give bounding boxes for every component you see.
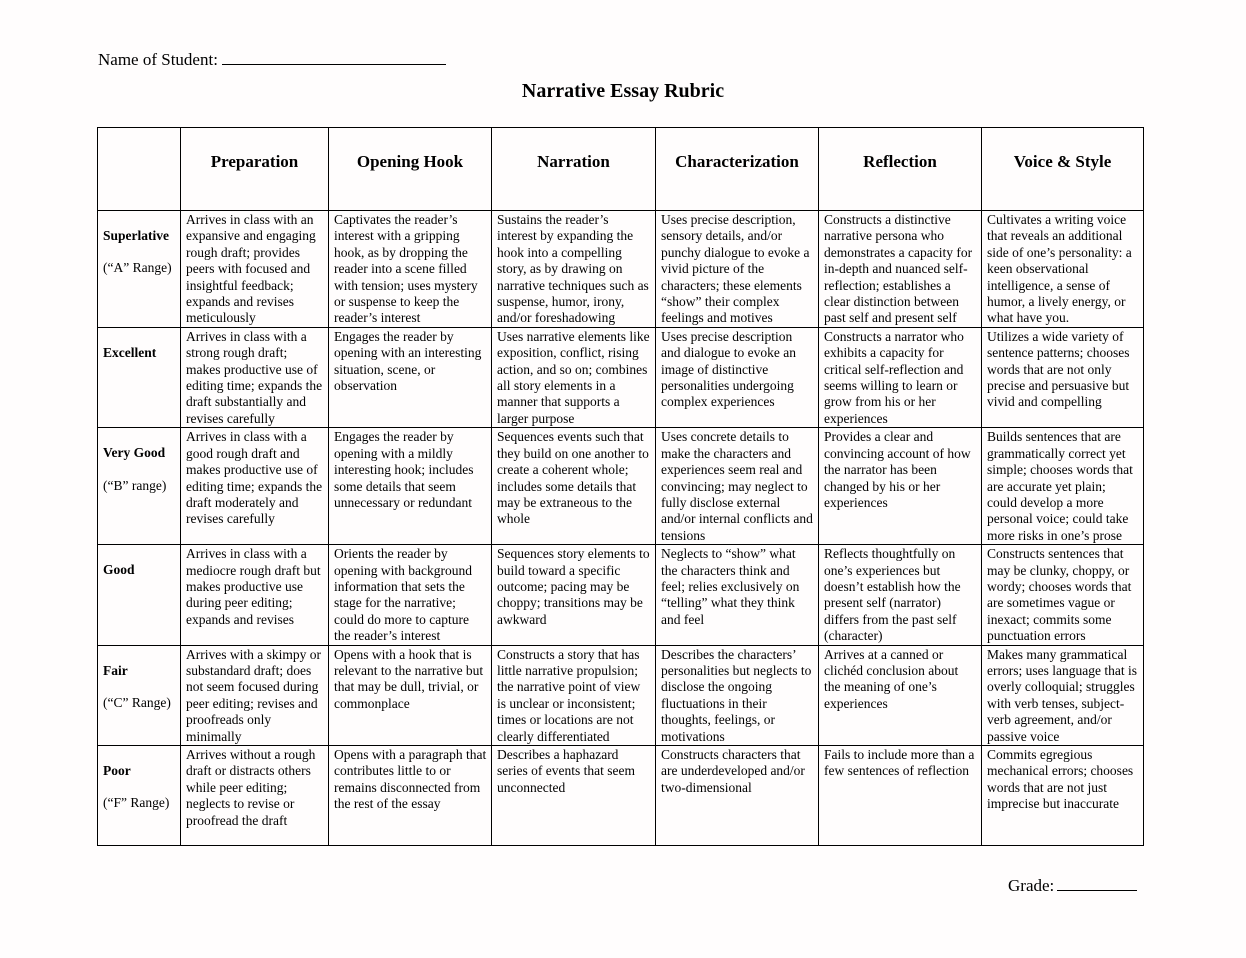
cell-good-preparation: Arrives in class with a mediocre rough draft but makes productive use during peer editing; expands and revises <box>181 545 329 645</box>
header-row <box>98 128 1144 211</box>
column-header-narration: Narration <box>492 128 656 211</box>
cell-fair-narration: Constructs a story that has little narrative propulsion; the narrative point of view is unclear or inconsistent; times or locations are not clearly differentiated <box>492 645 656 745</box>
cell-excellent-reflection: Constructs a narrator who exhibits a capacity for critical self-reflection and seems willing to learn or grow from his or her experiences <box>819 327 982 427</box>
table-row-good <box>98 545 1144 645</box>
cell-poor-reflection: Fails to include more than a few sentences of reflection <box>819 746 982 846</box>
cell-poor-narration: Describes a haphazard series of events that seem unconnected <box>492 746 656 846</box>
cell-very-good-reflection: Provides a clear and convincing account of how the narrator has been changed by his or her experiences <box>819 428 982 545</box>
cell-very-good-voice-style: Builds sentences that are grammatically correct yet simple; chooses words that are accurate yet plain; could develop a more personal voice; could take more risks in one’s prose <box>982 428 1144 545</box>
level-name: Excellent <box>103 344 157 360</box>
column-header-voice-style: Voice & Style <box>982 128 1144 211</box>
cell-fair-characterization: Describes the characters’ personalities but neglects to disclose the ongoing fluctuations in their thoughts, feelings, or motivations <box>656 645 819 745</box>
cell-poor-characterization: Constructs characters that are underdeveloped and/or two-dimensional <box>656 746 819 846</box>
level-range: (“A” Range) <box>103 260 172 276</box>
grade-line <box>1008 876 1137 896</box>
column-header-opening-hook: Opening Hook <box>329 128 492 211</box>
row-label-good <box>98 545 181 645</box>
cell-good-characterization: Neglects to “show” what the characters think and feel; relies exclusively on “telling” what they think and feel <box>656 545 819 645</box>
table-row-excellent <box>98 327 1144 427</box>
cell-superlative-opening-hook: Captivates the reader’s interest with a gripping hook, as by dropping the reader into a scene filled with tension; uses mystery or suspense to keep the reader’s interest <box>329 211 492 328</box>
rubric-table <box>97 127 1144 846</box>
cell-good-opening-hook: Orients the reader by opening with background information that sets the stage for the narrative; could do more to capture the reader’s interest <box>329 545 492 645</box>
level-range: (“C” Range) <box>103 694 171 710</box>
level-name: Very Good <box>103 445 166 461</box>
cell-superlative-reflection: Constructs a distinctive narrative persona who demonstrates a capacity for in-depth and nuanced self-reflection; establishes a clear distinction between past self and present self <box>819 211 982 328</box>
level-name: Good <box>103 562 135 578</box>
cell-good-narration: Sequences story elements to build toward a specific outcome; pacing may be choppy; transitions may be awkward <box>492 545 656 645</box>
corner-header-cell <box>98 128 181 211</box>
row-label-excellent <box>98 327 181 427</box>
level-name: Fair <box>103 662 128 678</box>
cell-good-voice-style: Constructs sentences that may be clunky, choppy, or wordy; chooses words that are sometimes vague or inexact; commits some punctuation errors <box>982 545 1144 645</box>
table-row-superlative <box>98 211 1144 328</box>
cell-very-good-opening-hook: Engages the reader by opening with a mildly interesting hook; includes some details that seem unnecessary or redundant <box>329 428 492 545</box>
row-label-fair <box>98 645 181 745</box>
row-label-poor <box>98 746 181 846</box>
table-row-very-good <box>98 428 1144 545</box>
column-header-preparation: Preparation <box>181 128 329 211</box>
name-of-student-label: Name of Student: <box>98 50 218 69</box>
cell-poor-preparation: Arrives without a rough draft or distracts others while peer editing; neglects to revise or proofread the draft <box>181 746 329 846</box>
row-label-superlative <box>98 211 181 328</box>
cell-superlative-preparation: Arrives in class with an expansive and engaging rough draft; provides peers with focused and insightful feedback; expands and revises meticulously <box>181 211 329 328</box>
cell-excellent-voice-style: Utilizes a wide variety of sentence patterns; chooses words that are not only precise and persuasive but vivid and compelling <box>982 327 1144 427</box>
cell-good-reflection: Reflects thoughtfully on one’s experiences but doesn’t establish how the present self (narrator) differs from the past self (character) <box>819 545 982 645</box>
name-of-student-line <box>98 50 446 70</box>
cell-poor-voice-style: Commits egregious mechanical errors; chooses words that are not just imprecise but inaccurate <box>982 746 1144 846</box>
cell-excellent-opening-hook: Engages the reader by opening with an interesting situation, scene, or observation <box>329 327 492 427</box>
cell-very-good-narration: Sequences events such that they build on one another to create a coherent whole; includes some details that may be extraneous to the whole <box>492 428 656 545</box>
cell-very-good-preparation: Arrives in class with a good rough draft and makes productive use of editing time; expands the draft moderately and revises carefully <box>181 428 329 545</box>
rubric-table-container <box>97 127 1143 846</box>
cell-superlative-narration: Sustains the reader’s interest by expanding the hook into a compelling story, as by drawing on narrative techniques such as suspense, humor, irony, and/or foreshadowing <box>492 211 656 328</box>
table-row-poor <box>98 746 1144 846</box>
level-name: Poor <box>103 763 131 778</box>
cell-excellent-preparation: Arrives in class with a strong rough draft; makes productive use of editing time; expands the draft substantially and revises carefully <box>181 327 329 427</box>
cell-excellent-characterization: Uses precise description and dialogue to evoke an image of distinctive personalities undergoing complex experiences <box>656 327 819 427</box>
column-header-reflection: Reflection <box>819 128 982 211</box>
cell-excellent-narration: Uses narrative elements like exposition, conflict, rising action, and so on; combines all story elements in a manner that supports a larger purpose <box>492 327 656 427</box>
table-row-fair <box>98 645 1144 745</box>
level-name: Superlative <box>103 228 169 243</box>
cell-fair-voice-style: Makes many grammatical errors; uses language that is overly colloquial; struggles with verb tenses, subject-verb agreement, and/or passive voice <box>982 645 1144 745</box>
cell-fair-preparation: Arrives with a skimpy or substandard draft; does not seem focused during peer editing; revises and proofreads only minimally <box>181 645 329 745</box>
cell-fair-reflection: Arrives at a canned or clichéd conclusion about the meaning of one’s experiences <box>819 645 982 745</box>
column-header-characterization: Characterization <box>656 128 819 211</box>
name-blank-line <box>222 50 446 65</box>
grade-label: Grade: <box>1008 876 1055 895</box>
cell-superlative-characterization: Uses precise description, sensory details, and/or punchy dialogue to evoke a vivid picture of the characters; these elements “show” their complex feelings and motives <box>656 211 819 328</box>
cell-superlative-voice-style: Cultivates a writing voice that reveals an additional side of one’s personality: a keen observational intelligence, a sense of humor, a lively energy, or what have you. <box>982 211 1144 328</box>
row-label-very-good <box>98 428 181 545</box>
level-range: (“B” range) <box>103 477 167 493</box>
page-title: Narrative Essay Rubric <box>521 80 725 102</box>
cell-poor-opening-hook: Opens with a paragraph that contributes little to or remains disconnected from the rest of the essay <box>329 746 492 846</box>
level-range: (“F” Range) <box>103 795 170 811</box>
cell-very-good-characterization: Uses concrete details to make the characters and experiences seem real and convincing; may neglect to fully disclose external and/or internal conflicts and tensions <box>656 428 819 545</box>
cell-fair-opening-hook: Opens with a hook that is relevant to the narrative but that may be dull, trivial, or commonplace <box>329 645 492 745</box>
grade-blank-line <box>1057 876 1137 891</box>
